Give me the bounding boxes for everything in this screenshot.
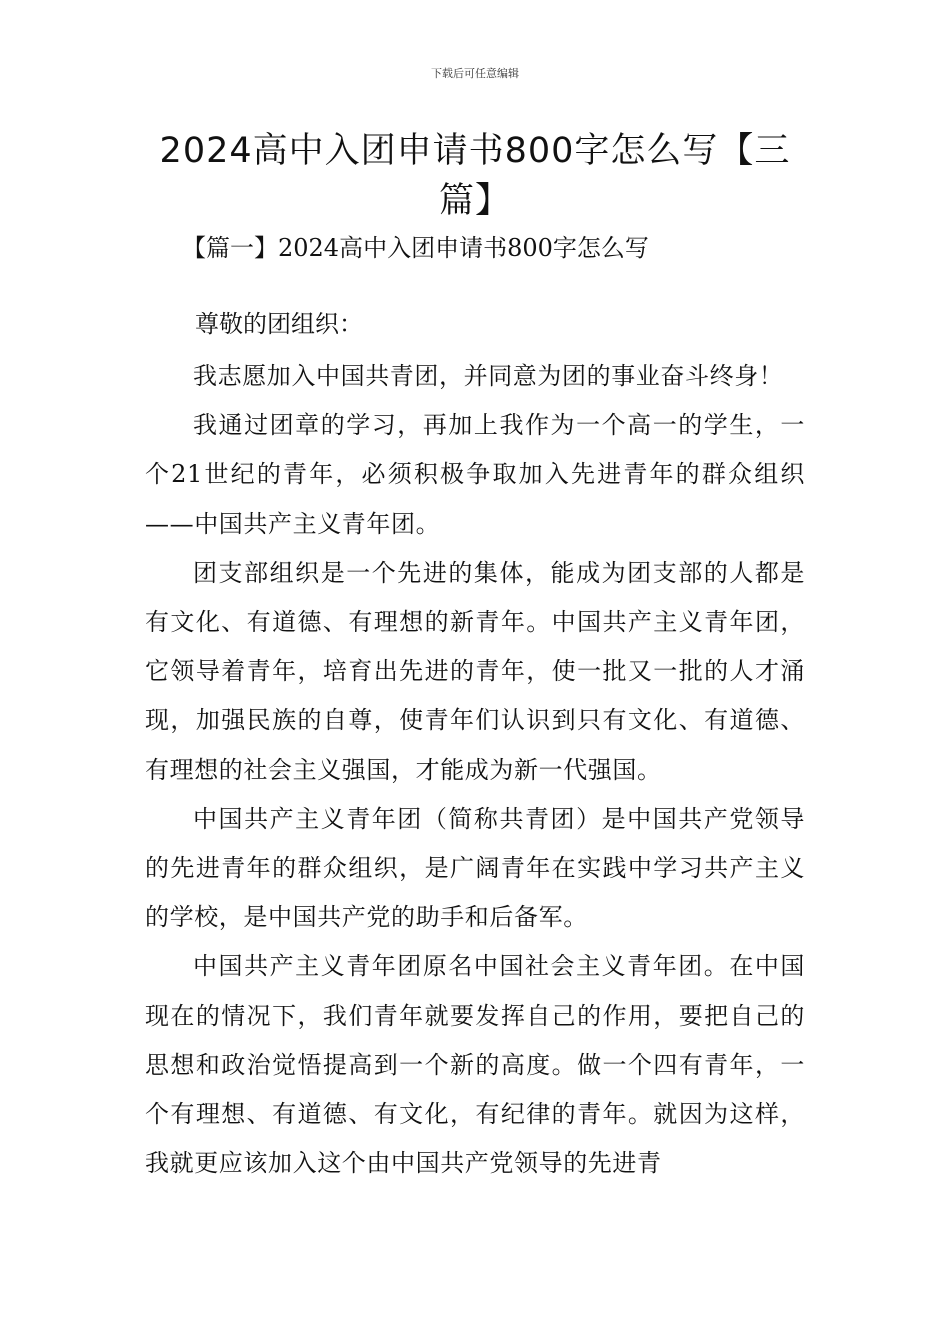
salutation: 尊敬的团组织： — [195, 310, 363, 338]
paragraph: 中国共产主义青年团（简称共青团）是中国共产党领导的先进青年的群众组织，是广阔青年在实践中学习共产主义的学校，是中国共产党的助手和后备军。 — [145, 804, 805, 932]
body-text — [145, 352, 805, 1188]
document-title: 2024高中入团申请书800字怎么写【三篇】 — [159, 131, 791, 221]
paragraph: 中国共产主义青年团原名中国社会主义青年团。在中国现在的情况下，我们青年就要发挥自己的作用，要把自己的思想和政治觉悟提高到一个新的高度。做一个四有青年，一个有理想、有道德、有文化，有纪律的青年。就因为这样，我就更应该加入这个由中国共产党领导的先进青 — [145, 952, 805, 1178]
paragraph: 团支部组织是一个先进的集体，能成为团支部的人都是有文化、有道德、有理想的新青年。中国共产主义青年团，它领导着青年，培育出先进的青年，使一批又一批的人才涌现，加强民族的自尊，使青年们认识到只有文化、有道德、有理想的社会主义强国，才能成为新一代强国。 — [145, 558, 805, 784]
header-note: 下载后可任意编辑 — [431, 67, 519, 80]
paragraph: 我志愿加入中国共青团，并同意为团的事业奋斗终身！ — [193, 362, 784, 390]
paragraph: 我通过团章的学习，再加上我作为一个高一的学生，一个21世纪的青年，必须积极争取加入先进青年的群众组织——中国共产主义青年团。 — [145, 411, 805, 538]
section-heading: 【篇一】2024高中入团申请书800字怎么写 — [182, 234, 649, 262]
